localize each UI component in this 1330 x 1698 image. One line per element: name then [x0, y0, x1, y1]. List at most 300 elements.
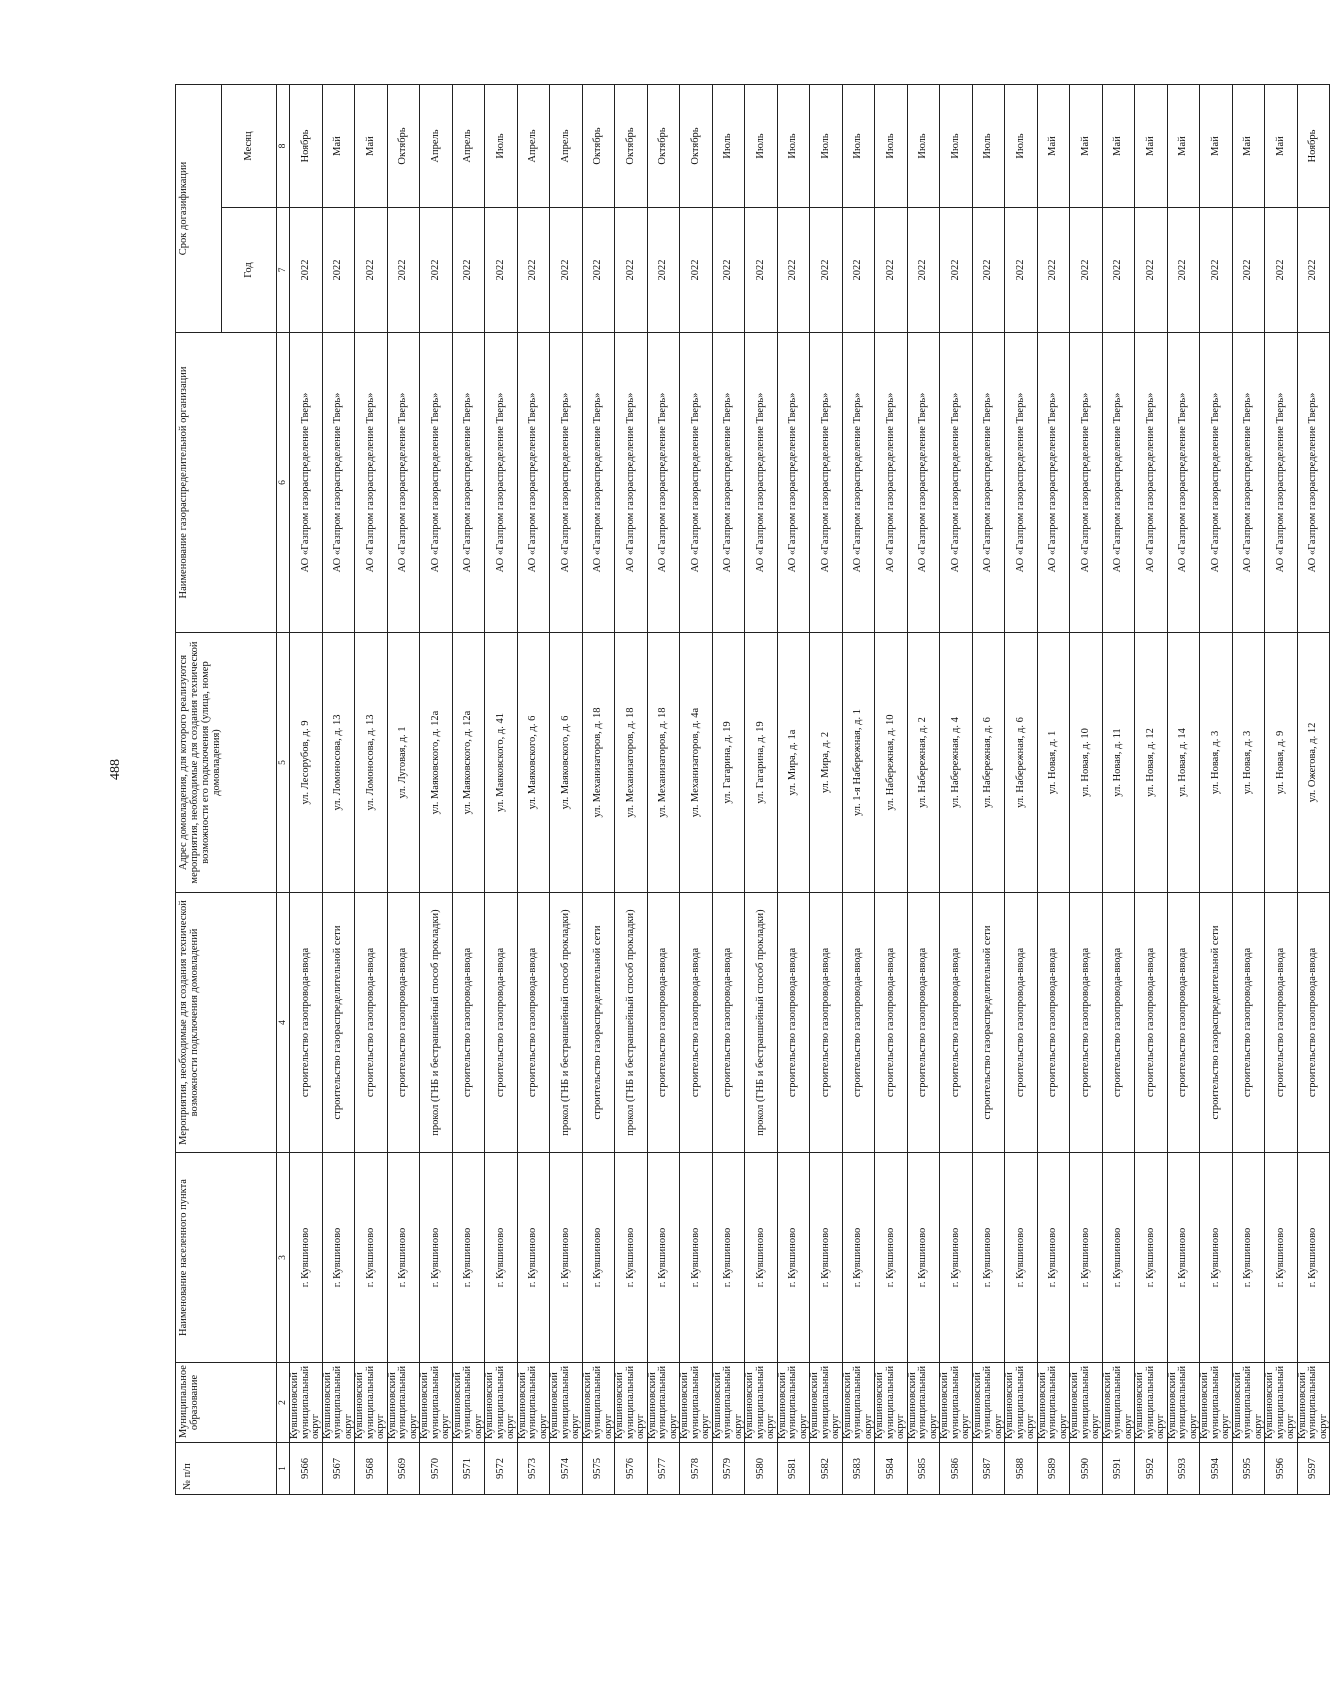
- cell-measure: строительство газопровода-ввода: [1297, 893, 1330, 1153]
- cell-organization: АО «Газпром газораспределение Тверь»: [322, 333, 355, 633]
- cell-year: 2022: [1037, 208, 1070, 333]
- cell-measure: прокол (ГНБ и бестраншейный способ прокладки): [420, 893, 453, 1153]
- cell-measure: строительство газопровода-ввода: [1167, 893, 1200, 1153]
- cell-measure: строительство газопровода-ввода: [647, 893, 680, 1153]
- cell-address: ул. Лесорубов, д. 9: [290, 633, 323, 893]
- table-row: [1297, 84, 1330, 1494]
- table-row: [647, 84, 680, 1494]
- cell-year: 2022: [1265, 208, 1298, 333]
- header-number: № п/п: [176, 1443, 277, 1495]
- cell-month: Май: [1265, 84, 1298, 207]
- cell-municipality: Кувшиновский муниципальный округ: [907, 1363, 940, 1443]
- cell-number: 9594: [1200, 1443, 1233, 1495]
- cell-settlement: г. Кувшиново: [842, 1153, 875, 1363]
- cell-measure: строительство газопровода-ввода: [680, 893, 713, 1153]
- cell-number: 9566: [290, 1443, 323, 1495]
- column-index: 5: [277, 633, 290, 893]
- column-index: 2: [277, 1363, 290, 1443]
- cell-month: Октябрь: [615, 84, 648, 207]
- cell-organization: АО «Газпром газораспределение Тверь»: [1167, 333, 1200, 633]
- cell-organization: АО «Газпром газораспределение Тверь»: [485, 333, 518, 633]
- cell-measure: строительство газопровода-ввода: [1135, 893, 1168, 1153]
- cell-address: ул. Новая, д. 12: [1135, 633, 1168, 893]
- cell-measure: строительство газопровода-ввода: [1005, 893, 1038, 1153]
- cell-organization: АО «Газпром газораспределение Тверь»: [550, 333, 583, 633]
- cell-number: 9583: [842, 1443, 875, 1495]
- cell-settlement: г. Кувшиново: [712, 1153, 745, 1363]
- cell-year: 2022: [1135, 208, 1168, 333]
- table-row: [1070, 84, 1103, 1494]
- cell-settlement: г. Кувшиново: [810, 1153, 843, 1363]
- cell-measure: строительство газораспределительной сети: [1200, 893, 1233, 1153]
- cell-organization: АО «Газпром газораспределение Тверь»: [452, 333, 485, 633]
- cell-organization: АО «Газпром газораспределение Тверь»: [355, 333, 388, 633]
- cell-month: Июль: [940, 84, 973, 207]
- cell-measure: строительство газопровода-ввода: [907, 893, 940, 1153]
- column-index: 6: [277, 333, 290, 633]
- cell-municipality: Кувшиновский муниципальный округ: [1037, 1363, 1070, 1443]
- table-row: [1135, 84, 1168, 1494]
- cell-settlement: г. Кувшиново: [1102, 1153, 1135, 1363]
- cell-number: 9593: [1167, 1443, 1200, 1495]
- cell-number: 9576: [615, 1443, 648, 1495]
- cell-year: 2022: [322, 208, 355, 333]
- cell-number: 9585: [907, 1443, 940, 1495]
- cell-settlement: г. Кувшиново: [1297, 1153, 1330, 1363]
- cell-address: ул. Луговая, д. 1: [387, 633, 420, 893]
- cell-year: 2022: [1005, 208, 1038, 333]
- cell-month: Апрель: [452, 84, 485, 207]
- cell-municipality: Кувшиновский муниципальный округ: [485, 1363, 518, 1443]
- cell-settlement: г. Кувшиново: [647, 1153, 680, 1363]
- table-row: [680, 84, 713, 1494]
- cell-address: ул. Новая, д. 1: [1037, 633, 1070, 893]
- table-row: [582, 84, 615, 1494]
- cell-organization: АО «Газпром газораспределение Тверь»: [290, 333, 323, 633]
- cell-settlement: г. Кувшиново: [322, 1153, 355, 1363]
- cell-address: ул. Мира, д. 2: [810, 633, 843, 893]
- cell-address: ул. Новая, д. 3: [1232, 633, 1265, 893]
- cell-organization: АО «Газпром газораспределение Тверь»: [842, 333, 875, 633]
- cell-year: 2022: [647, 208, 680, 333]
- cell-organization: АО «Газпром газораспределение Тверь»: [972, 333, 1005, 633]
- cell-municipality: Кувшиновский муниципальный округ: [875, 1363, 908, 1443]
- header-settlement: Наименование населенного пункта: [176, 1153, 277, 1363]
- cell-measure: строительство газопровода-ввода: [1070, 893, 1103, 1153]
- cell-organization: АО «Газпром газораспределение Тверь»: [1005, 333, 1038, 633]
- cell-municipality: Кувшиновский муниципальный округ: [582, 1363, 615, 1443]
- cell-municipality: Кувшиновский муниципальный округ: [615, 1363, 648, 1443]
- cell-year: 2022: [777, 208, 810, 333]
- cell-municipality: Кувшиновский муниципальный округ: [387, 1363, 420, 1443]
- cell-municipality: Кувшиновский муниципальный округ: [1167, 1363, 1200, 1443]
- cell-organization: АО «Газпром газораспределение Тверь»: [582, 333, 615, 633]
- table-row: [517, 84, 550, 1494]
- cell-measure: строительство газопровода-ввода: [1232, 893, 1265, 1153]
- cell-year: 2022: [1102, 208, 1135, 333]
- cell-organization: АО «Газпром газораспределение Тверь»: [777, 333, 810, 633]
- cell-measure: строительство газопровода-ввода: [452, 893, 485, 1153]
- cell-municipality: Кувшиновский муниципальный округ: [452, 1363, 485, 1443]
- cell-month: Июль: [1005, 84, 1038, 207]
- cell-measure: строительство газораспределительной сети: [582, 893, 615, 1153]
- cell-year: 2022: [712, 208, 745, 333]
- cell-organization: АО «Газпром газораспределение Тверь»: [1232, 333, 1265, 633]
- cell-measure: строительство газораспределительной сети: [322, 893, 355, 1153]
- cell-municipality: Кувшиновский муниципальный округ: [972, 1363, 1005, 1443]
- column-index: 8: [277, 84, 290, 207]
- cell-municipality: Кувшиновский муниципальный округ: [1005, 1363, 1038, 1443]
- table-row: [485, 84, 518, 1494]
- cell-settlement: г. Кувшиново: [615, 1153, 648, 1363]
- cell-municipality: Кувшиновский муниципальный округ: [1135, 1363, 1168, 1443]
- cell-number: 9567: [322, 1443, 355, 1495]
- page-number: 488: [108, 759, 123, 780]
- cell-number: 9578: [680, 1443, 713, 1495]
- cell-address: ул. Набережная, д. 2: [907, 633, 940, 893]
- cell-settlement: г. Кувшиново: [290, 1153, 323, 1363]
- cell-measure: строительство газопровода-ввода: [355, 893, 388, 1153]
- cell-settlement: г. Кувшиново: [420, 1153, 453, 1363]
- cell-year: 2022: [452, 208, 485, 333]
- cell-year: 2022: [680, 208, 713, 333]
- cell-measure: строительство газораспределительной сети: [972, 893, 1005, 1153]
- cell-municipality: Кувшиновский муниципальный округ: [355, 1363, 388, 1443]
- table-row: [907, 84, 940, 1494]
- table-row: [972, 84, 1005, 1494]
- cell-month: Май: [1037, 84, 1070, 207]
- cell-measure: строительство газопровода-ввода: [712, 893, 745, 1153]
- column-index: 3: [277, 1153, 290, 1363]
- cell-year: 2022: [1070, 208, 1103, 333]
- cell-month: Июль: [810, 84, 843, 207]
- cell-municipality: Кувшиновский муниципальный округ: [1232, 1363, 1265, 1443]
- cell-month: Октябрь: [647, 84, 680, 207]
- cell-year: 2022: [420, 208, 453, 333]
- header-municipality: Муниципальное образование: [176, 1363, 277, 1443]
- cell-year: 2022: [810, 208, 843, 333]
- cell-settlement: г. Кувшиново: [1232, 1153, 1265, 1363]
- cell-address: ул. Механизаторов, д. 18: [582, 633, 615, 893]
- cell-address: ул. Набережная, д. 10: [875, 633, 908, 893]
- cell-settlement: г. Кувшиново: [387, 1153, 420, 1363]
- cell-year: 2022: [1297, 208, 1330, 333]
- cell-number: 9572: [485, 1443, 518, 1495]
- table-row: [1005, 84, 1038, 1494]
- cell-address: ул. Набережная, д. 6: [972, 633, 1005, 893]
- header-term: Срок догазификации: [176, 84, 222, 332]
- cell-month: Июль: [907, 84, 940, 207]
- cell-number: 9592: [1135, 1443, 1168, 1495]
- cell-settlement: г. Кувшиново: [550, 1153, 583, 1363]
- cell-municipality: Кувшиновский муниципальный округ: [1297, 1363, 1330, 1443]
- cell-address: ул. Набережная, д. 4: [940, 633, 973, 893]
- cell-number: 9591: [1102, 1443, 1135, 1495]
- header-month: Месяц: [221, 84, 276, 207]
- cell-year: 2022: [842, 208, 875, 333]
- cell-year: 2022: [972, 208, 1005, 333]
- cell-municipality: Кувшиновский муниципальный округ: [290, 1363, 323, 1443]
- cell-measure: строительство газопровода-ввода: [290, 893, 323, 1153]
- cell-month: Май: [1232, 84, 1265, 207]
- cell-month: Апрель: [550, 84, 583, 207]
- cell-month: Май: [1135, 84, 1168, 207]
- cell-settlement: г. Кувшиново: [1135, 1153, 1168, 1363]
- cell-municipality: Кувшиновский муниципальный округ: [517, 1363, 550, 1443]
- table-row: [810, 84, 843, 1494]
- cell-address: ул. Гагарина, д. 19: [712, 633, 745, 893]
- cell-settlement: г. Кувшиново: [1167, 1153, 1200, 1363]
- cell-measure: прокол (ГНБ и бестраншейный способ прокладки): [745, 893, 778, 1153]
- cell-organization: АО «Газпром газораспределение Тверь»: [712, 333, 745, 633]
- cell-number: 9588: [1005, 1443, 1038, 1495]
- header-measures: Мероприятия, необходимые для создания технической возможности подключения домовладений: [176, 893, 277, 1153]
- cell-measure: строительство газопровода-ввода: [1265, 893, 1298, 1153]
- cell-year: 2022: [875, 208, 908, 333]
- cell-address: ул. Маяковского, д. 6: [550, 633, 583, 893]
- cell-settlement: г. Кувшиново: [1037, 1153, 1070, 1363]
- cell-number: 9575: [582, 1443, 615, 1495]
- cell-measure: строительство газопровода-ввода: [1037, 893, 1070, 1153]
- cell-organization: АО «Газпром газораспределение Тверь»: [1297, 333, 1330, 633]
- table-header-row: [176, 84, 222, 1494]
- cell-month: Июль: [485, 84, 518, 207]
- cell-organization: АО «Газпром газораспределение Тверь»: [810, 333, 843, 633]
- cell-organization: АО «Газпром газораспределение Тверь»: [615, 333, 648, 633]
- cell-number: 9568: [355, 1443, 388, 1495]
- cell-month: Июль: [842, 84, 875, 207]
- cell-number: 9584: [875, 1443, 908, 1495]
- cell-month: Июль: [875, 84, 908, 207]
- cell-address: ул. Маяковского, д. 41: [485, 633, 518, 893]
- table-row: [1265, 84, 1298, 1494]
- cell-settlement: г. Кувшиново: [777, 1153, 810, 1363]
- cell-settlement: г. Кувшиново: [940, 1153, 973, 1363]
- cell-settlement: г. Кувшиново: [745, 1153, 778, 1363]
- cell-settlement: г. Кувшиново: [517, 1153, 550, 1363]
- cell-address: ул. Механизаторов, д. 4а: [680, 633, 713, 893]
- cell-year: 2022: [940, 208, 973, 333]
- column-index: 1: [277, 1443, 290, 1495]
- cell-number: 9570: [420, 1443, 453, 1495]
- cell-number: 9586: [940, 1443, 973, 1495]
- cell-month: Май: [1167, 84, 1200, 207]
- cell-measure: строительство газопровода-ввода: [940, 893, 973, 1153]
- cell-number: 9595: [1232, 1443, 1265, 1495]
- cell-municipality: Кувшиновский муниципальный округ: [1102, 1363, 1135, 1443]
- cell-settlement: г. Кувшиново: [582, 1153, 615, 1363]
- cell-month: Октябрь: [582, 84, 615, 207]
- cell-municipality: Кувшиновский муниципальный округ: [712, 1363, 745, 1443]
- cell-organization: АО «Газпром газораспределение Тверь»: [1070, 333, 1103, 633]
- cell-address: ул. Ломоносова, д. 13: [322, 633, 355, 893]
- cell-organization: АО «Газпром газораспределение Тверь»: [907, 333, 940, 633]
- cell-settlement: г. Кувшиново: [680, 1153, 713, 1363]
- cell-municipality: Кувшиновский муниципальный округ: [777, 1363, 810, 1443]
- cell-organization: АО «Газпром газораспределение Тверь»: [647, 333, 680, 633]
- cell-year: 2022: [582, 208, 615, 333]
- cell-number: 9577: [647, 1443, 680, 1495]
- cell-address: ул. Новая, д. 9: [1265, 633, 1298, 893]
- cell-address: ул. Ломоносова, д. 13: [355, 633, 388, 893]
- cell-month: Ноябрь: [290, 84, 323, 207]
- cell-address: ул. Маяковского, д. 6: [517, 633, 550, 893]
- cell-month: Октябрь: [680, 84, 713, 207]
- table-row: [777, 84, 810, 1494]
- cell-address: ул. Новая, д. 3: [1200, 633, 1233, 893]
- cell-address: ул. Ожегова, д. 12: [1297, 633, 1330, 893]
- cell-municipality: Кувшиновский муниципальный округ: [1265, 1363, 1298, 1443]
- rotated-table-wrapper: [175, 85, 1329, 1495]
- cell-municipality: Кувшиновский муниципальный округ: [1200, 1363, 1233, 1443]
- cell-year: 2022: [907, 208, 940, 333]
- cell-measure: строительство газопровода-ввода: [387, 893, 420, 1153]
- cell-organization: АО «Газпром газораспределение Тверь»: [1265, 333, 1298, 633]
- cell-address: ул. 1-я Набережная, д. 1: [842, 633, 875, 893]
- cell-organization: АО «Газпром газораспределение Тверь»: [1102, 333, 1135, 633]
- cell-number: 9596: [1265, 1443, 1298, 1495]
- cell-month: Май: [1102, 84, 1135, 207]
- cell-settlement: г. Кувшиново: [1070, 1153, 1103, 1363]
- table-row: [1232, 84, 1265, 1494]
- cell-month: Апрель: [420, 84, 453, 207]
- cell-settlement: г. Кувшиново: [907, 1153, 940, 1363]
- cell-year: 2022: [517, 208, 550, 333]
- cell-organization: АО «Газпром газораспределение Тверь»: [1135, 333, 1168, 633]
- table-row: [842, 84, 875, 1494]
- cell-measure: строительство газопровода-ввода: [842, 893, 875, 1153]
- cell-year: 2022: [387, 208, 420, 333]
- table-row: [1102, 84, 1135, 1494]
- cell-measure: строительство газопровода-ввода: [517, 893, 550, 1153]
- cell-number: 9582: [810, 1443, 843, 1495]
- cell-organization: АО «Газпром газораспределение Тверь»: [680, 333, 713, 633]
- cell-year: 2022: [745, 208, 778, 333]
- cell-month: Май: [355, 84, 388, 207]
- cell-measure: строительство газопровода-ввода: [485, 893, 518, 1153]
- cell-organization: АО «Газпром газораспределение Тверь»: [745, 333, 778, 633]
- cell-organization: АО «Газпром газораспределение Тверь»: [420, 333, 453, 633]
- cell-organization: АО «Газпром газораспределение Тверь»: [517, 333, 550, 633]
- cell-address: ул. Новая, д. 11: [1102, 633, 1135, 893]
- cell-month: Октябрь: [387, 84, 420, 207]
- table-row: [452, 84, 485, 1494]
- cell-month: Май: [1070, 84, 1103, 207]
- cell-municipality: Кувшиновский муниципальный округ: [745, 1363, 778, 1443]
- table-row: [1200, 84, 1233, 1494]
- cell-month: Май: [1200, 84, 1233, 207]
- cell-address: ул. Новая, д. 14: [1167, 633, 1200, 893]
- cell-number: 9590: [1070, 1443, 1103, 1495]
- cell-municipality: Кувшиновский муниципальный округ: [647, 1363, 680, 1443]
- cell-address: ул. Маяковского, д. 12а: [420, 633, 453, 893]
- cell-number: 9581: [777, 1443, 810, 1495]
- header-year: Год: [221, 208, 276, 333]
- table-row: [550, 84, 583, 1494]
- cell-month: Апрель: [517, 84, 550, 207]
- cell-measure: строительство газопровода-ввода: [810, 893, 843, 1153]
- cell-measure: прокол (ГНБ и бестраншейный способ прокладки): [550, 893, 583, 1153]
- table-row: [290, 84, 323, 1494]
- cell-organization: АО «Газпром газораспределение Тверь»: [1200, 333, 1233, 633]
- cell-municipality: Кувшиновский муниципальный округ: [842, 1363, 875, 1443]
- cell-year: 2022: [290, 208, 323, 333]
- cell-measure: прокол (ГНБ и бестраншейный способ прокладки): [615, 893, 648, 1153]
- header-address: Адрес домовладения, для которого реализуются мероприятия, необходимые для создания технической возможности его подключения (улица, номер домовладения): [176, 633, 277, 893]
- table-row: [615, 84, 648, 1494]
- cell-month: Июль: [745, 84, 778, 207]
- cell-settlement: г. Кувшиново: [485, 1153, 518, 1363]
- cell-address: ул. Мира, д. 1а: [777, 633, 810, 893]
- cell-municipality: Кувшиновский муниципальный округ: [680, 1363, 713, 1443]
- cell-number: 9587: [972, 1443, 1005, 1495]
- table-row: [355, 84, 388, 1494]
- table-body: [290, 84, 1330, 1494]
- cell-number: 9571: [452, 1443, 485, 1495]
- table-row: [322, 84, 355, 1494]
- cell-municipality: Кувшиновский муниципальный округ: [940, 1363, 973, 1443]
- cell-year: 2022: [485, 208, 518, 333]
- cell-settlement: г. Кувшиново: [355, 1153, 388, 1363]
- cell-number: 9579: [712, 1443, 745, 1495]
- cell-measure: строительство газопровода-ввода: [1102, 893, 1135, 1153]
- table-row: [420, 84, 453, 1494]
- cell-number: 9580: [745, 1443, 778, 1495]
- cell-number: 9569: [387, 1443, 420, 1495]
- cell-number: 9573: [517, 1443, 550, 1495]
- cell-settlement: г. Кувшиново: [875, 1153, 908, 1363]
- cell-municipality: Кувшиновский муниципальный округ: [550, 1363, 583, 1443]
- cell-settlement: г. Кувшиново: [972, 1153, 1005, 1363]
- table-row: [1037, 84, 1070, 1494]
- cell-municipality: Кувшиновский муниципальный округ: [1070, 1363, 1103, 1443]
- cell-settlement: г. Кувшиново: [1200, 1153, 1233, 1363]
- cell-month: Май: [322, 84, 355, 207]
- cell-number: 9589: [1037, 1443, 1070, 1495]
- table-row: [940, 84, 973, 1494]
- cell-number: 9574: [550, 1443, 583, 1495]
- cell-month: Ноябрь: [1297, 84, 1330, 207]
- cell-year: 2022: [1167, 208, 1200, 333]
- cell-address: ул. Механизаторов, д. 18: [615, 633, 648, 893]
- cell-municipality: Кувшиновский муниципальный округ: [810, 1363, 843, 1443]
- cell-organization: АО «Газпром газораспределение Тверь»: [940, 333, 973, 633]
- cell-month: Июль: [972, 84, 1005, 207]
- cell-year: 2022: [1232, 208, 1265, 333]
- cell-settlement: г. Кувшиново: [452, 1153, 485, 1363]
- column-index-row: [277, 84, 290, 1494]
- table-row: [387, 84, 420, 1494]
- table-row: [875, 84, 908, 1494]
- cell-settlement: г. Кувшиново: [1005, 1153, 1038, 1363]
- cell-settlement: г. Кувшиново: [1265, 1153, 1298, 1363]
- cell-municipality: Кувшиновский муниципальный округ: [322, 1363, 355, 1443]
- cell-organization: АО «Газпром газораспределение Тверь»: [1037, 333, 1070, 633]
- cell-organization: АО «Газпром газораспределение Тверь»: [387, 333, 420, 633]
- cell-year: 2022: [355, 208, 388, 333]
- cell-year: 2022: [1200, 208, 1233, 333]
- cell-year: 2022: [550, 208, 583, 333]
- cell-municipality: Кувшиновский муниципальный округ: [420, 1363, 453, 1443]
- cell-month: Июль: [777, 84, 810, 207]
- header-organization: Наименование газораспределительной организации: [176, 333, 277, 633]
- cell-measure: строительство газопровода-ввода: [777, 893, 810, 1153]
- cell-measure: строительство газопровода-ввода: [875, 893, 908, 1153]
- cell-month: Июль: [712, 84, 745, 207]
- cell-address: ул. Механизаторов, д. 18: [647, 633, 680, 893]
- table-row: [712, 84, 745, 1494]
- table-row: [1167, 84, 1200, 1494]
